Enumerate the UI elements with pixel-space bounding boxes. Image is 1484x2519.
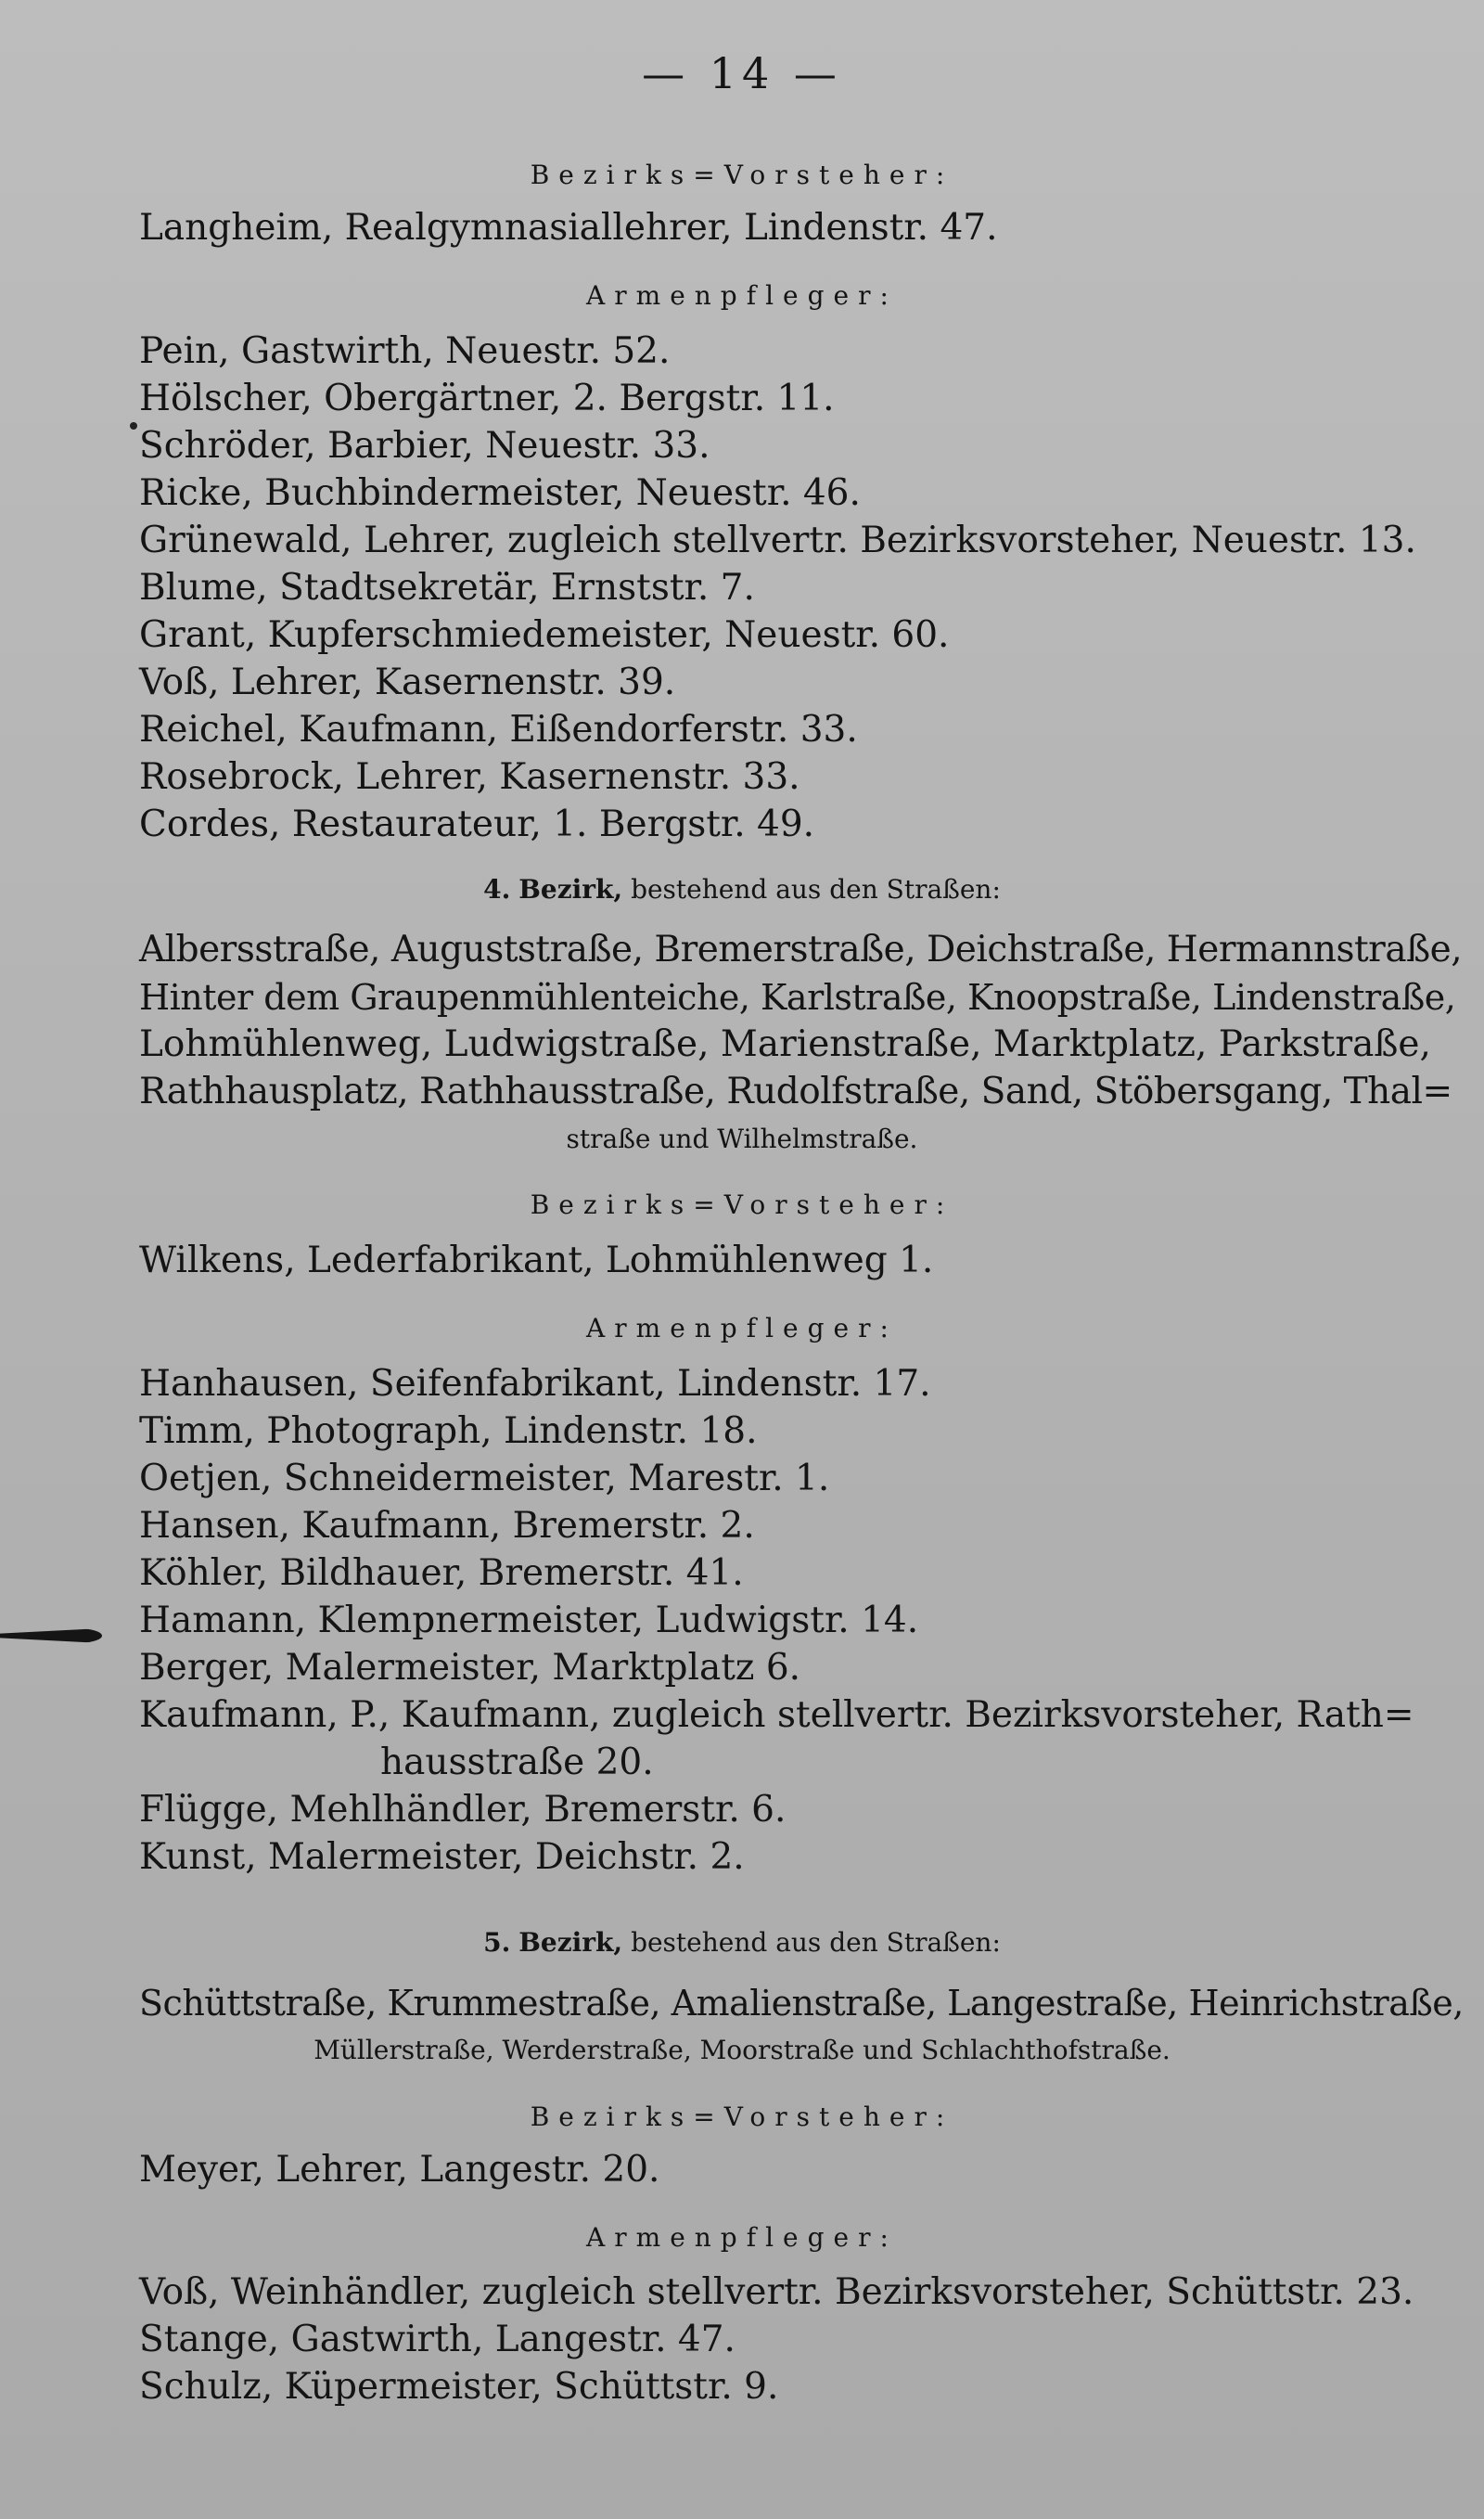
print-speck	[130, 422, 137, 430]
d5-streets-line: Müllerstraße, Werderstraße, Moorstraße und Schlachthofstraße.	[313, 2035, 1171, 2065]
list-item: Reichel, Kaufmann, Eißendorferstr. 33.	[139, 709, 858, 751]
d4-streets-line: Lohmühlenweg, Ludwigstraße, Marienstraße, Marktplatz, Parkstraße,	[139, 1023, 1431, 1065]
list-item: Berger, Malermeister, Marktplatz 6.	[139, 1647, 801, 1689]
list-item: Grünewald, Lehrer, zugleich stellvertr. Bezirksvorsteher, Neuestr. 13.	[139, 520, 1416, 561]
d4-streets-line: Hinter dem Graupenmühlenteiche, Karlstraße, Knoopstraße, Lindenstraße,	[139, 977, 1456, 1018]
list-item: Blume, Stadtsekretär, Ernststr. 7.	[139, 567, 755, 609]
list-item: Flügge, Mehlhändler, Bremerstr. 6.	[139, 1789, 787, 1831]
list-item: Hamann, Klempnermeister, Ludwigstr. 14.	[139, 1600, 919, 1641]
list-item: Hanhausen, Seifenfabrikant, Lindenstr. 17.	[139, 1363, 931, 1405]
list-item: Stange, Gastwirth, Langestr. 47.	[139, 2319, 736, 2360]
d3-vorsteher-heading: Bezirks=Vorsteher:	[530, 160, 954, 190]
d4-vorsteher-heading: Bezirks=Vorsteher:	[530, 1189, 954, 1220]
list-item-continuation: hausstraße 20.	[380, 1741, 654, 1783]
d5-word: Bezirk,	[518, 1927, 623, 1958]
d4-streets-line: Albersstraße, Auguststraße, Bremerstraße, Deichstraße, Hermannstraße,	[139, 929, 1463, 970]
list-item: Rosebrock, Lehrer, Kasernenstr. 33.	[139, 756, 800, 798]
d5-streets-line: Schüttstraße, Krummestraße, Amalienstraße, Langestraße, Heinrichstraße,	[139, 1983, 1464, 2024]
d5-number: 5.	[483, 1927, 511, 1958]
d3-armenpfleger-heading: Armenpfleger:	[586, 280, 898, 311]
pointing-hand-mark	[0, 1628, 102, 1643]
d4-streets-line: straße und Wilhelmstraße.	[566, 1124, 918, 1154]
list-item: Kaufmann, P., Kaufmann, zugleich stellvertr. Bezirksvorsteher, Rath=	[139, 1694, 1414, 1736]
d5-vorsteher-heading: Bezirks=Vorsteher:	[530, 2101, 954, 2132]
list-item: Oetjen, Schneidermeister, Marestr. 1.	[139, 1458, 830, 1499]
d4-number: 4.	[483, 874, 511, 905]
list-item: Cordes, Restaurateur, 1. Bergstr. 49.	[139, 803, 815, 845]
d4-streets-line: Rathhausplatz, Rathhausstraße, Rudolfstraße, Sand, Stöbersgang, Thal=	[139, 1071, 1452, 1112]
list-item: Voß, Weinhändler, zugleich stellvertr. Bezirksvorsteher, Schüttstr. 23.	[139, 2271, 1414, 2313]
d4-vorsteher: Wilkens, Lederfabrikant, Lohmühlenweg 1.	[139, 1240, 934, 1281]
d4-title	[0, 868, 1484, 912]
list-item: Pein, Gastwirth, Neuestr. 52.	[139, 330, 671, 372]
d5-vorsteher: Meyer, Lehrer, Langestr. 20.	[139, 2149, 660, 2191]
list-item: Timm, Photograph, Lindenstr. 18.	[139, 1410, 758, 1452]
d5-armenpfleger-heading: Armenpfleger:	[586, 2222, 898, 2253]
d4-armenpfleger-heading: Armenpfleger:	[586, 1313, 898, 1343]
d4-subtitle: bestehend aus den Straßen:	[631, 874, 1001, 905]
list-item: Schulz, Küpermeister, Schüttstr. 9.	[139, 2366, 779, 2408]
list-item: Hölscher, Obergärtner, 2. Bergstr. 11.	[139, 378, 835, 419]
d4-word: Bezirk,	[518, 874, 623, 905]
list-item: Kunst, Malermeister, Deichstr. 2.	[139, 1836, 745, 1878]
list-item: Hansen, Kaufmann, Bremerstr. 2.	[139, 1505, 755, 1547]
list-item: Schröder, Barbier, Neuestr. 33.	[139, 425, 710, 467]
d5-subtitle: bestehend aus den Straßen:	[631, 1927, 1001, 1958]
list-item: Grant, Kupferschmiedemeister, Neuestr. 60.	[139, 614, 950, 656]
d3-vorsteher: Langheim, Realgymnasiallehrer, Lindenstr. 47.	[139, 207, 998, 249]
list-item: Ricke, Buchbindermeister, Neuestr. 46.	[139, 472, 861, 514]
d5-title	[0, 1921, 1484, 1965]
page-number: — 14 —	[642, 48, 842, 98]
list-item: Voß, Lehrer, Kasernenstr. 39.	[139, 662, 676, 703]
list-item: Köhler, Bildhauer, Bremerstr. 41.	[139, 1552, 744, 1594]
